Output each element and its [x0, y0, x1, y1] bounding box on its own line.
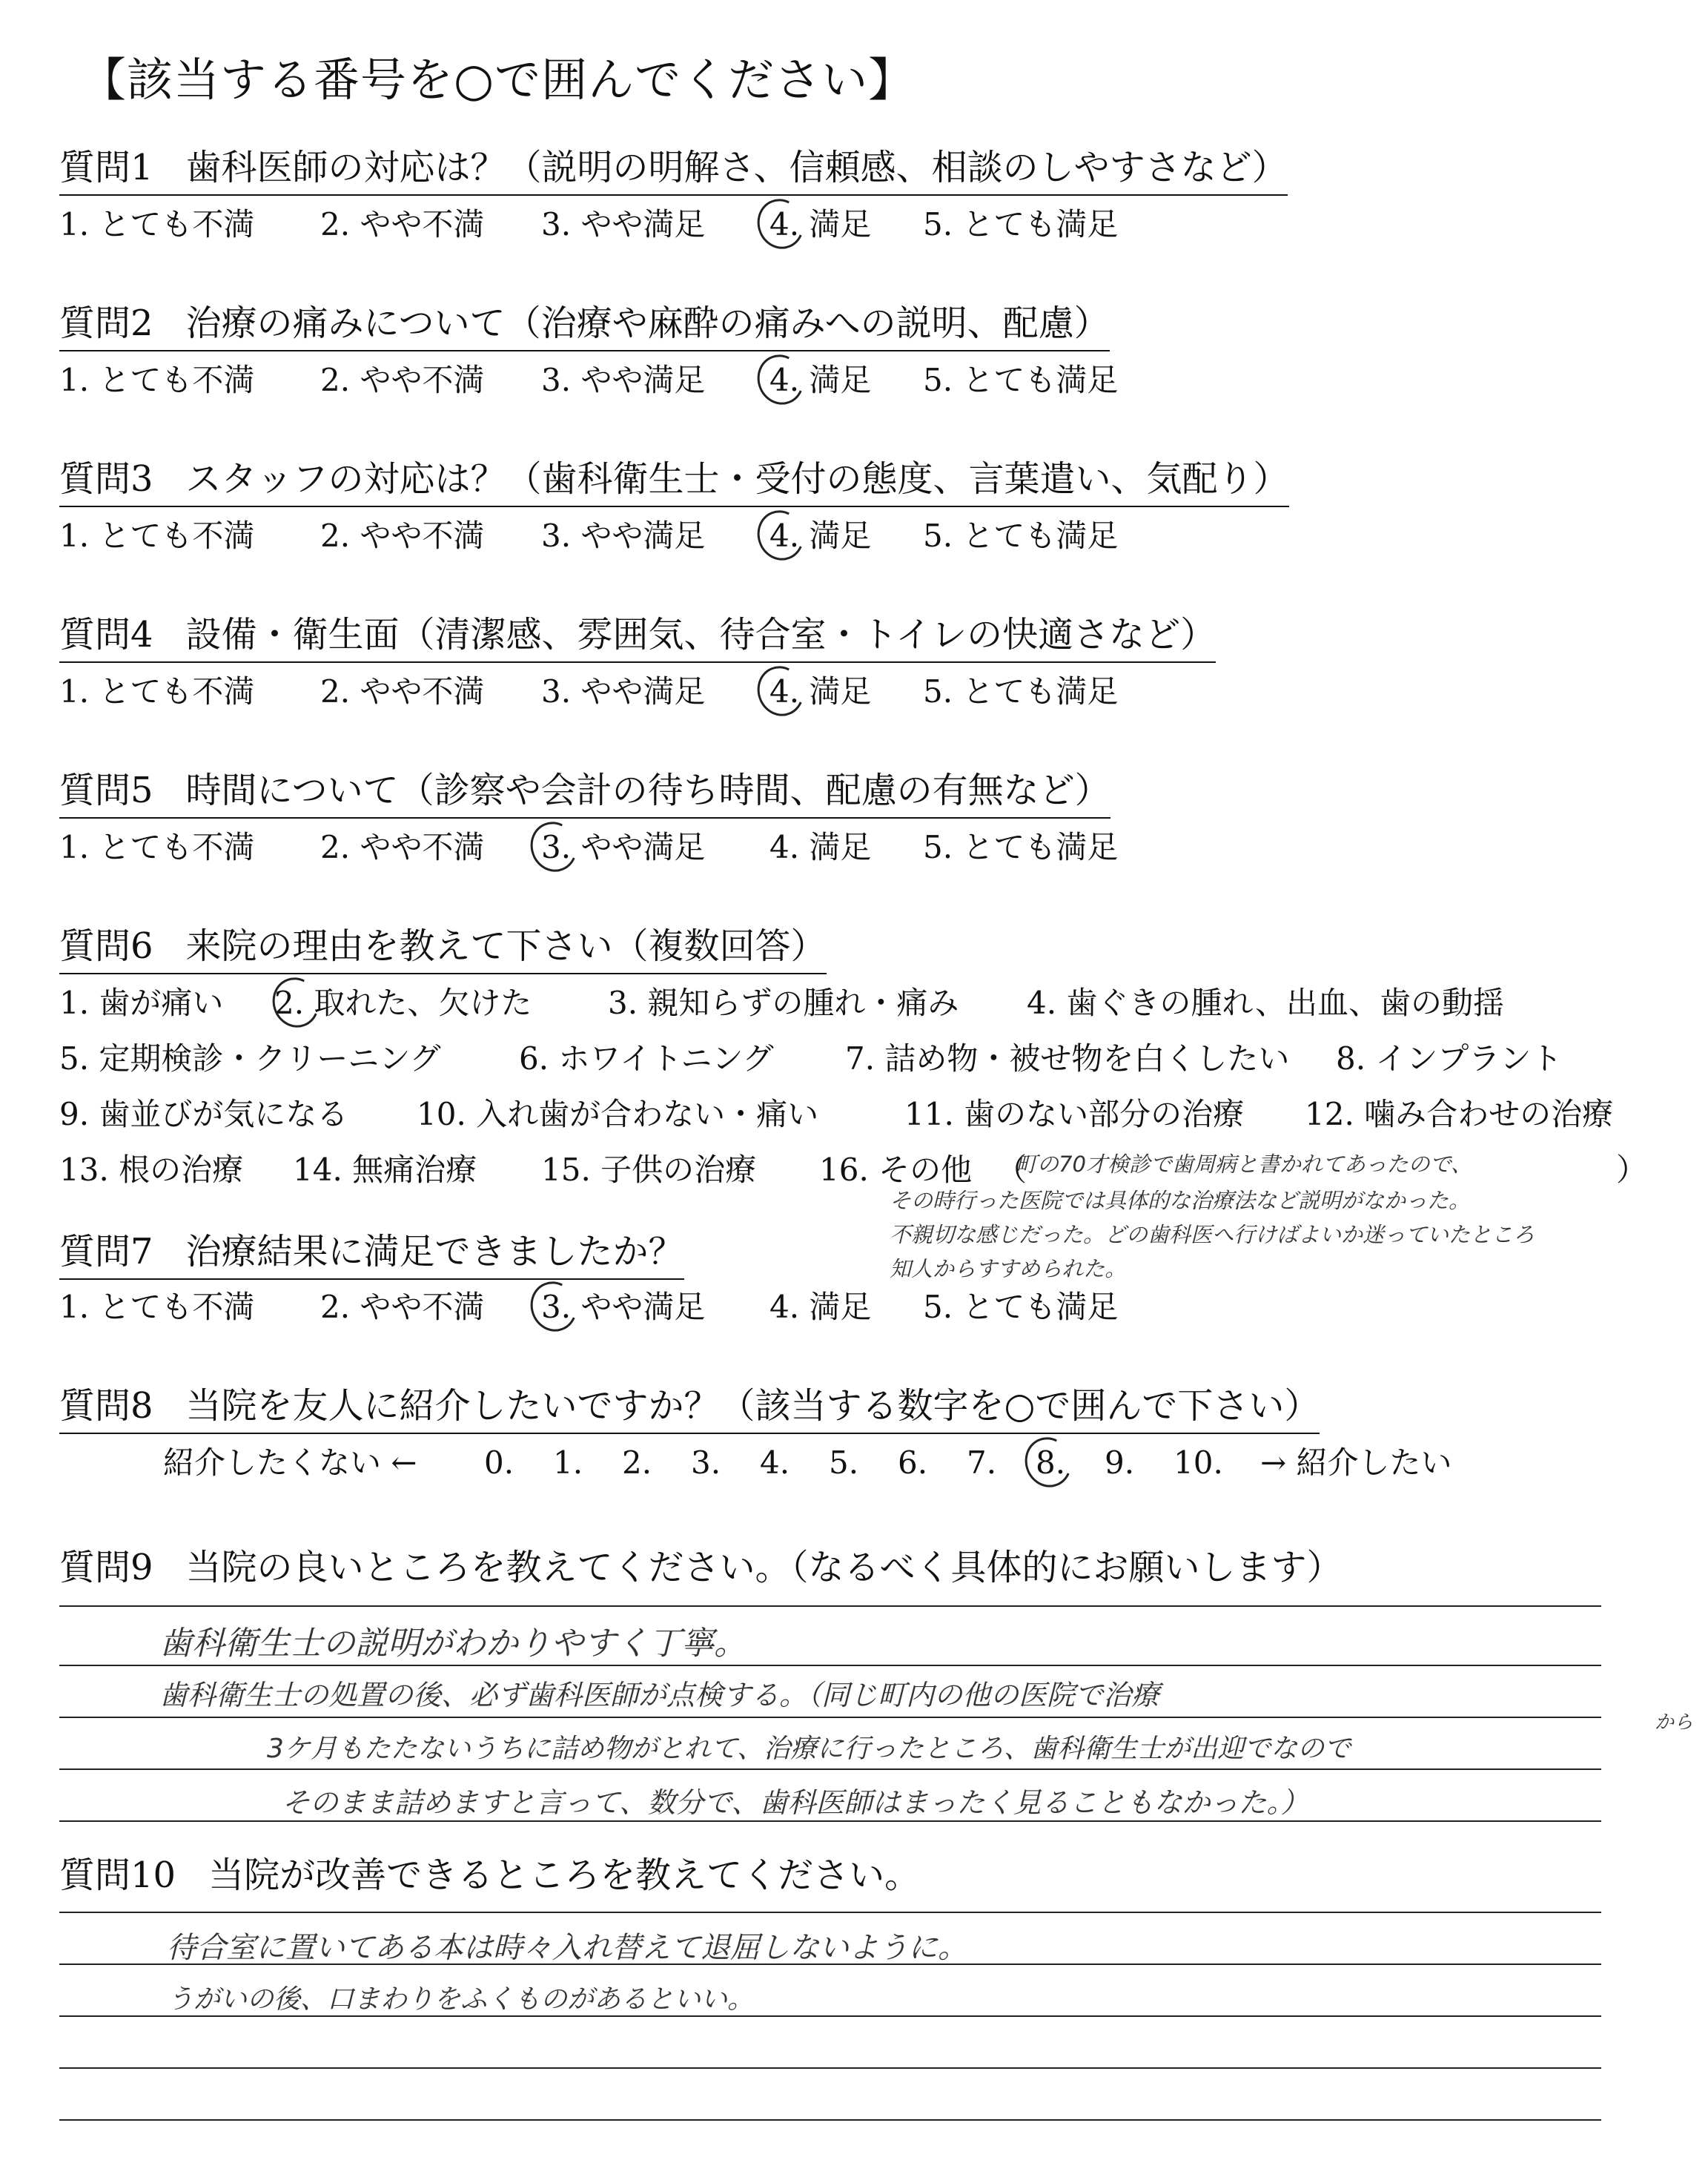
answer-line	[59, 1912, 1601, 1913]
answer-scale-q4	[59, 673, 1616, 718]
option-1[interactable]: 1. とても不満	[59, 1289, 255, 1325]
answer-line	[59, 2067, 1601, 2069]
question-number: 質問6	[59, 925, 153, 967]
option-1[interactable]: 1. とても不満	[59, 673, 255, 710]
question-text: 歯科医師の対応は？（説明の明解さ、信頼感、相談のしやすさなど）	[185, 147, 1288, 188]
answer-scale-q3	[59, 518, 1616, 562]
question-text: 来院の理由を教えて下さい（複数回答）	[185, 925, 827, 967]
scale-8[interactable]: 8.	[1036, 1444, 1066, 1481]
question-1-header	[59, 147, 1288, 196]
answer-line	[59, 1665, 1601, 1666]
question-text: 治療結果に満足できましたか？	[185, 1231, 684, 1272]
scale-9[interactable]: 9.	[1105, 1444, 1135, 1481]
option-3[interactable]: 3. やや満足	[541, 518, 706, 554]
question-number: 質問2	[59, 303, 153, 344]
option-4[interactable]: 4. 満足	[769, 362, 872, 398]
option-3[interactable]: 3. やや満足	[541, 362, 706, 398]
option-11[interactable]: 11. 歯のない部分の治療	[904, 1096, 1245, 1132]
handwritten-other-line-3: 不親切な感じだった。どの歯科医へ行けばよいか迷っていたところ	[890, 1222, 1535, 1247]
option-4[interactable]: 4. 満足	[769, 518, 872, 554]
answer-line	[59, 2119, 1601, 2121]
handwritten-other-line-4: 知人からすすめられた。	[890, 1256, 1127, 1281]
option-1[interactable]: 1. とても不満	[59, 362, 255, 398]
selection-circle	[1018, 1430, 1079, 1493]
question-6-header	[59, 925, 827, 974]
scale-6[interactable]: 6.	[898, 1444, 928, 1481]
option-4[interactable]: 4. 満足	[769, 1289, 872, 1325]
answer-line	[59, 1717, 1601, 1718]
question-text: 治療の痛みについて（治療や麻酔の痛みへの説明、配慮）	[185, 303, 1110, 344]
selection-circle	[750, 192, 811, 255]
option-7[interactable]: 7. 詰め物・被せ物を白くしたい	[845, 1040, 1290, 1077]
reason-row-3	[59, 1096, 1675, 1140]
option-1[interactable]: 1. とても不満	[59, 829, 255, 865]
selection-circle	[265, 971, 326, 1034]
option-2[interactable]: 2. 取れた、欠けた	[274, 985, 532, 1021]
option-3[interactable]: 3. やや満足	[541, 829, 706, 865]
question-number: 質問5	[59, 770, 153, 811]
option-4[interactable]: 4. 満足	[769, 673, 872, 710]
question-text: 当院を友人に紹介したいですか？（該当する数字を○で囲んで下さい）	[185, 1385, 1320, 1427]
option-5[interactable]: 5. とても満足	[923, 518, 1119, 554]
scale-10[interactable]: 10.	[1174, 1444, 1223, 1481]
option-10[interactable]: 10. 入れ歯が合わない・痛い	[417, 1096, 819, 1132]
reason-row-2	[59, 1040, 1675, 1085]
question-number: 質問4	[59, 614, 153, 655]
question-7-header	[59, 1231, 684, 1280]
option-2[interactable]: 2. やや不満	[320, 1289, 485, 1325]
option-5[interactable]: 5. とても満足	[923, 673, 1119, 710]
handwritten-answer-line-2: 歯科衛生士の処置の後、必ず歯科医師が点検する。（同じ町内の他の医院で治療	[159, 1679, 1160, 1711]
answer-line	[59, 1768, 1601, 1770]
question-text: スタッフの対応は？（歯科衛生士・受付の態度、言葉遣い、気配り）	[185, 458, 1289, 500]
option-2[interactable]: 2. やや不満	[320, 362, 485, 398]
option-2[interactable]: 2. やや不満	[320, 673, 485, 710]
option-2[interactable]: 2. やや不満	[320, 206, 485, 242]
question-text: 設備・衛生面（清潔感、雰囲気、待合室・トイレの快適さなど）	[185, 614, 1217, 655]
handwritten-answer-line-1: 歯科衛生士の説明がわかりやすく丁寧。	[159, 1625, 747, 1662]
selection-circle	[750, 348, 811, 411]
question-number: 質問1	[59, 147, 153, 188]
handwritten-answer-line-3: 3ケ月もたたないうちに詰め物がとれて、治療に行ったところ、歯科衛生士が出迎でなので	[267, 1734, 1351, 1764]
option-16[interactable]: 16. その他	[819, 1152, 973, 1188]
question-number: 質問10	[59, 1855, 176, 1896]
option-1[interactable]: 1. とても不満	[59, 518, 255, 554]
question-2-header	[59, 303, 1110, 351]
recommend-left-label: 紹介したくない ←	[163, 1444, 417, 1481]
scale-1[interactable]: 1.	[553, 1444, 583, 1481]
option-5[interactable]: 5. とても満足	[923, 1289, 1119, 1325]
option-3[interactable]: 3. やや満足	[541, 1289, 706, 1325]
question-number: 質問9	[59, 1547, 153, 1588]
option-6[interactable]: 6. ホワイトニング	[519, 1040, 774, 1077]
question-number: 質問7	[59, 1231, 153, 1272]
question-text: 当院の良いところを教えてください。（なるべく具体的にお願いします）	[185, 1547, 1343, 1588]
handwritten-other-line-2: その時行った医院では具体的な治療法など説明がなかった。	[890, 1188, 1471, 1213]
option-5[interactable]: 5. 定期検診・クリーニング	[59, 1040, 441, 1077]
question-8-header	[59, 1385, 1320, 1434]
answer-line	[59, 1820, 1601, 1822]
option-9[interactable]: 9. 歯並びが気になる	[59, 1096, 348, 1132]
selection-circle	[750, 659, 811, 722]
answer-scale-q7	[59, 1289, 1616, 1333]
question-number: 質問8	[59, 1385, 153, 1427]
option-3[interactable]: 3. 親知らずの腫れ・痛み	[608, 985, 959, 1021]
question-text: 当院が改善できるところを教えてください。	[208, 1855, 921, 1896]
selection-circle	[523, 1275, 584, 1338]
question-5-header	[59, 770, 1110, 819]
question-4-header	[59, 614, 1216, 663]
question-text: 時間について（診察や会計の待ち時間、配慮の有無など）	[185, 770, 1110, 811]
recommend-right-label: → 紹介したい	[1260, 1444, 1452, 1481]
option-1[interactable]: 1. 歯が痛い	[59, 985, 224, 1021]
option-2[interactable]: 2. やや不満	[320, 518, 485, 554]
option-13[interactable]: 13. 根の治療	[59, 1152, 244, 1188]
option-4[interactable]: 4. 満足	[769, 206, 872, 242]
option-15[interactable]: 15. 子供の治療	[541, 1152, 757, 1188]
answer-scale-q2	[59, 362, 1616, 406]
question-3-header	[59, 458, 1289, 507]
handwritten-improvement-line-2: うがいの後、口まわりをふくものがあるといい。	[167, 1984, 755, 2015]
answer-scale-q1	[59, 206, 1616, 251]
other-open-paren: （	[996, 1152, 1027, 1188]
scale-2[interactable]: 2.	[622, 1444, 652, 1481]
option-5[interactable]: 5. とても満足	[923, 362, 1119, 398]
other-close-paren: ）	[1616, 1152, 1648, 1188]
handwritten-margin-note: から	[1655, 1711, 1694, 1734]
answer-scale-q5	[59, 829, 1616, 873]
question-10-header	[59, 1846, 920, 1898]
scale-5[interactable]: 5.	[829, 1444, 859, 1481]
scale-3[interactable]: 3.	[691, 1444, 721, 1481]
option-1[interactable]: 1. とても不満	[59, 206, 255, 242]
option-12[interactable]: 12. 噛み合わせの治療	[1305, 1096, 1614, 1132]
handwritten-other-line-1: 町の70才検診で歯周病と書かれてあったので、	[1016, 1152, 1473, 1177]
option-3[interactable]: 3. やや満足	[541, 673, 706, 710]
selection-circle	[523, 815, 584, 878]
option-14[interactable]: 14. 無痛治療	[293, 1152, 477, 1188]
selection-circle	[750, 503, 811, 567]
option-3[interactable]: 3. やや満足	[541, 206, 706, 242]
option-5[interactable]: 5. とても満足	[923, 206, 1119, 242]
answer-line	[59, 1605, 1601, 1607]
handwritten-answer-line-4: そのまま詰めますと言って、数分で、歯科医師はまったく見ることもなかった。）	[282, 1786, 1309, 1819]
handwritten-improvement-line-1: 待合室に置いてある本は時々入れ替えて退屈しないように。	[167, 1931, 967, 1965]
question-number: 質問3	[59, 458, 153, 500]
scale-7[interactable]: 7.	[967, 1444, 997, 1481]
option-2[interactable]: 2. やや不満	[320, 829, 485, 865]
option-8[interactable]: 8. インプラント	[1336, 1040, 1563, 1077]
scale-0[interactable]: 0.	[484, 1444, 514, 1481]
option-4[interactable]: 4. 歯ぐきの腫れ、出血、歯の動揺	[1027, 985, 1504, 1021]
reason-row-1	[59, 985, 1675, 1029]
scale-4[interactable]: 4.	[760, 1444, 790, 1481]
recommend-scale	[59, 1444, 1616, 1489]
option-4[interactable]: 4. 満足	[769, 829, 872, 865]
page-title: 【該当する番号を○で囲んでください】	[80, 53, 916, 107]
option-5[interactable]: 5. とても満足	[923, 829, 1119, 865]
question-9-header	[59, 1539, 1343, 1590]
